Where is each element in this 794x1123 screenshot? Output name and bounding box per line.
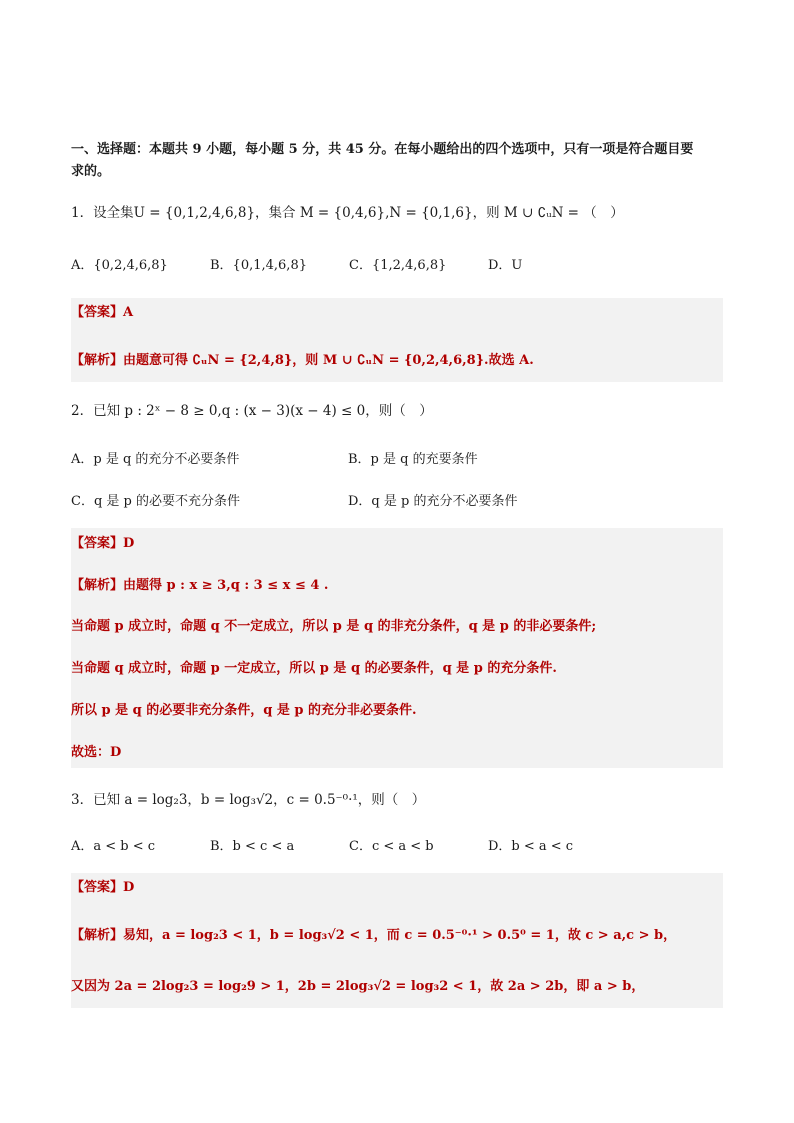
- question-3-options: [71, 836, 723, 858]
- q1-analysis: 【解析】由题意可得 ∁ᵤN = {2,4,8}，则 M ∪ ∁ᵤN = {0,2,4,6,8}.故选 A.: [71, 353, 534, 368]
- question-2-stem: 2．已知 p : 2ˣ − 8 ≥ 0,q : (x − 3)(x − 4) ≤ 0，则（ ）: [71, 403, 433, 419]
- section-heading-line2: 求的。: [71, 164, 111, 179]
- question-2-options-row2: [71, 491, 723, 513]
- q2-option-c: C．q 是 p 的必要不充分条件: [71, 494, 240, 509]
- q3-option-a: A．a < b < c: [71, 839, 156, 854]
- q2-analysis-line2: 当命题 p 成立时，命题 q 不一定成立，所以 p 是 q 的非充分条件，q 是 p 的非必要条件;: [71, 619, 597, 634]
- q3-option-c: C．c < a < b: [349, 839, 434, 854]
- question-2-options-row1: [71, 449, 723, 471]
- q1-option-a: A．{0,2,4,6,8}: [71, 258, 168, 273]
- q2-option-b: B．p 是 q 的充要条件: [348, 452, 478, 467]
- q3-analysis-line2: 又因为 2a = 2log₂3 = log₂9 > 1，2b = 2log₃√2 = log₃2 < 1，故 2a > 2b，即 a > b，: [71, 979, 645, 994]
- q2-option-d: D．q 是 p 的充分不必要条件: [348, 494, 518, 509]
- q2-analysis-line1: 【解析】由题得 p : x ≥ 3,q : 3 ≤ x ≤ 4 .: [71, 578, 329, 593]
- q2-analysis-line3: 当命题 q 成立时，命题 p 一定成立，所以 p 是 q 的必要条件，q 是 p 的充分条件.: [71, 661, 557, 676]
- q1-option-c: C．{1,2,4,6,8}: [349, 258, 447, 273]
- q2-analysis-line4: 所以 p 是 q 的必要非充分条件，q 是 p 的充分非必要条件.: [71, 703, 417, 718]
- q1-answer: 【答案】A: [71, 305, 134, 320]
- question-1-options: [71, 255, 723, 277]
- q1-option-b: B．{0,1,4,6,8}: [210, 258, 307, 273]
- q2-analysis-line5: 故选：D: [71, 745, 122, 760]
- section-heading-line1: 一、选择题：本题共 9 小题，每小题 5 分，共 45 分。在每小题给出的四个选项中，只有一项是符合题目要: [71, 142, 694, 157]
- question-1-stem: 1．设全集U = {0,1,2,4,6,8}，集合 M = {0,4,6},N = {0,1,6}，则 M ∪ ∁ᵤN = （ ）: [71, 205, 624, 221]
- q3-option-d: D．b < a < c: [488, 839, 574, 854]
- q2-answer: 【答案】D: [71, 536, 135, 551]
- q2-answer-panel: [71, 528, 723, 768]
- q2-option-a: A．p 是 q 的充分不必要条件: [71, 452, 240, 467]
- question-3-stem: 3．已知 a = log₂3，b = log₃√2，c = 0.5⁻⁰·¹，则（ ）: [71, 792, 426, 808]
- q3-option-b: B．b < c < a: [210, 839, 295, 854]
- q1-option-d: D．U: [488, 258, 523, 273]
- q3-analysis-line1: 【解析】易知，a = log₂3 < 1，b = log₃√2 < 1，而 c = 0.5⁻⁰·¹ > 0.5⁰ = 1，故 c > a,c > b，: [71, 928, 677, 943]
- q3-answer: 【答案】D: [71, 880, 135, 895]
